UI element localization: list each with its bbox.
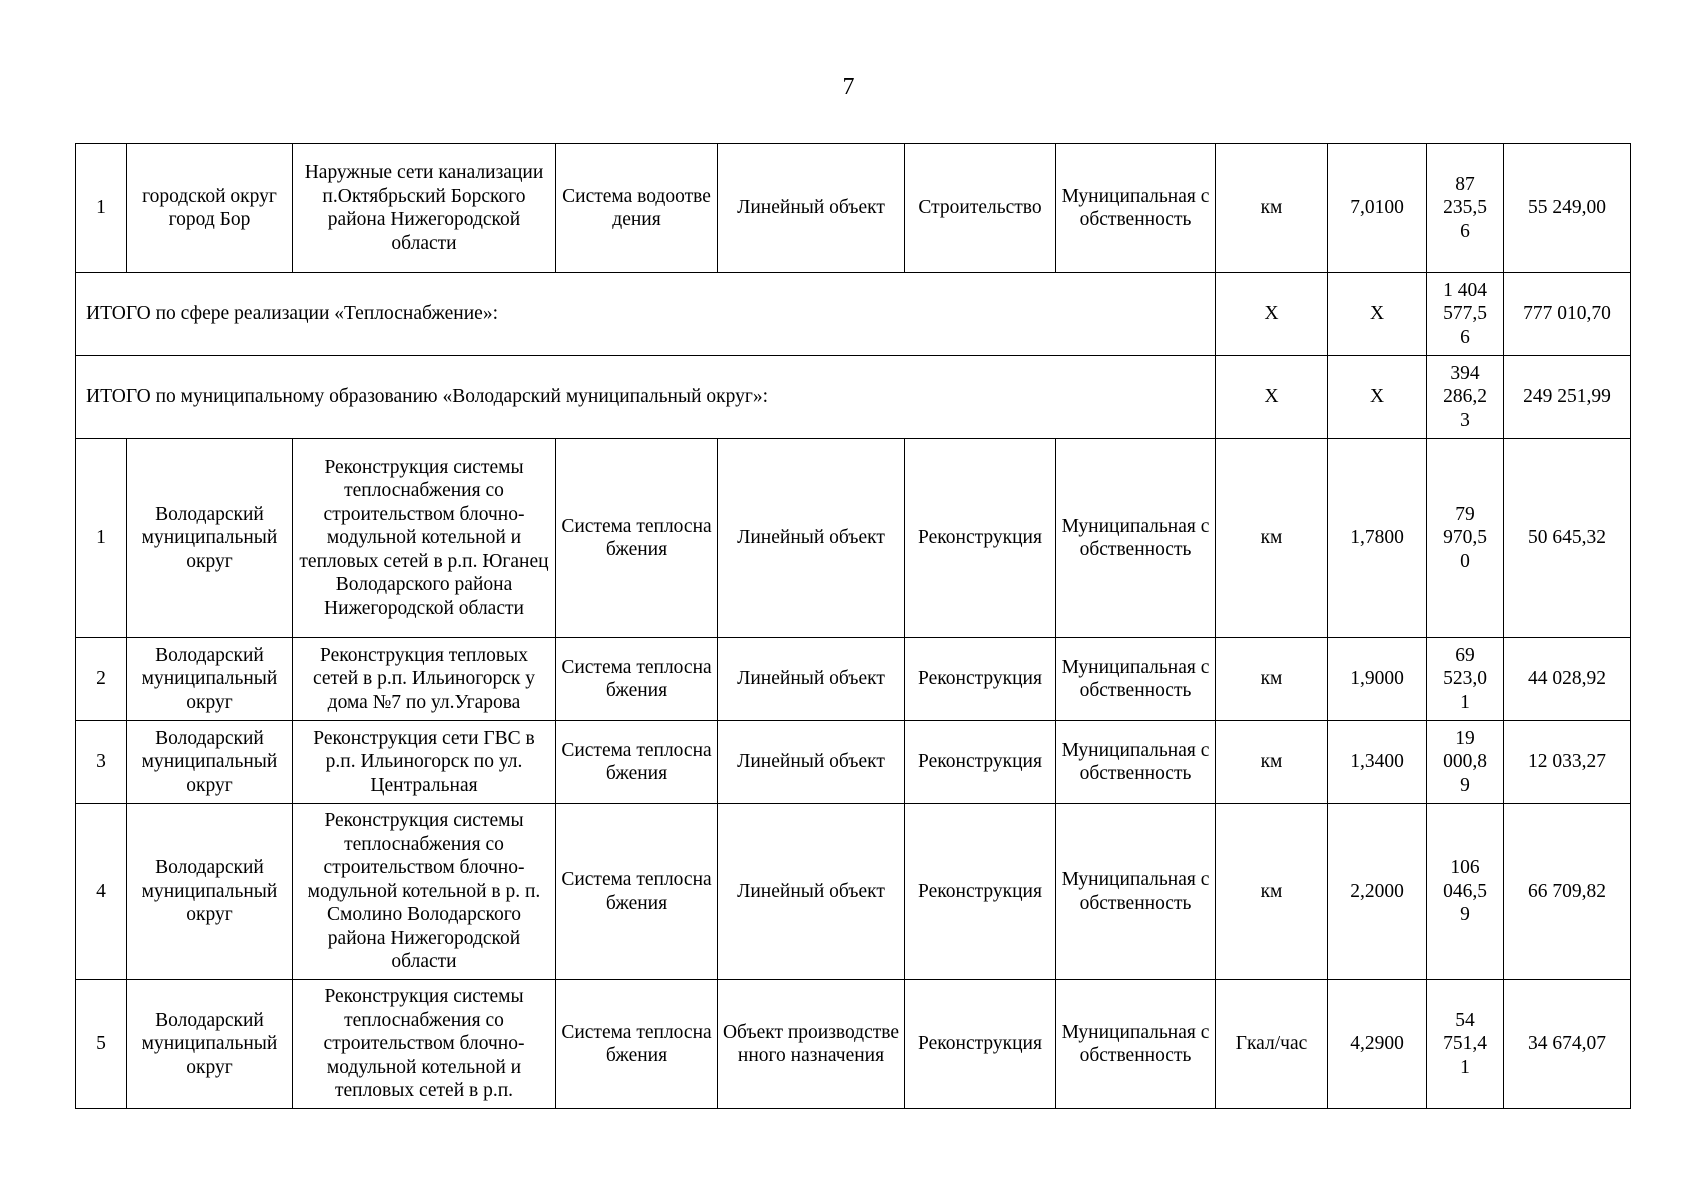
work-type-cell: Реконструкция — [905, 804, 1056, 980]
table-row — [76, 439, 1631, 638]
ownership-cell: Муниципальная собственность — [1056, 144, 1216, 273]
cost-b-cell: 55 249,00 — [1504, 144, 1631, 273]
cost-b-cell: 777 010,70 — [1504, 273, 1631, 356]
object-type-cell: Линейный объект — [718, 638, 905, 721]
municipality-cell: Володарский муниципальный округ — [127, 980, 293, 1109]
row-number: 5 — [76, 980, 127, 1109]
table-row — [76, 144, 1631, 273]
system-cell: Система теплоснабжения — [556, 721, 718, 804]
table-row — [76, 638, 1631, 721]
row-number: 1 — [76, 439, 127, 638]
investment-objects-table — [75, 143, 1631, 1109]
cost-a-cell: 19 000,8 9 — [1427, 721, 1504, 804]
unit-cell: Х — [1216, 356, 1328, 439]
capacity-cell: 4,2900 — [1328, 980, 1427, 1109]
object-type-cell: Объект производственного назначения — [718, 980, 905, 1109]
row-number: 4 — [76, 804, 127, 980]
system-cell: Система теплоснабжения — [556, 804, 718, 980]
capacity-cell: Х — [1328, 356, 1427, 439]
cost-b-cell: 249 251,99 — [1504, 356, 1631, 439]
unit-cell: км — [1216, 721, 1328, 804]
cost-b-cell: 34 674,07 — [1504, 980, 1631, 1109]
object-type-cell: Линейный объект — [718, 144, 905, 273]
table-row — [76, 721, 1631, 804]
cost-b-cell: 50 645,32 — [1504, 439, 1631, 638]
work-type-cell: Реконструкция — [905, 721, 1056, 804]
municipality-cell: Володарский муниципальный округ — [127, 638, 293, 721]
work-type-cell: Реконструкция — [905, 638, 1056, 721]
total-row — [76, 273, 1631, 356]
total-row — [76, 356, 1631, 439]
object-name-cell: Реконструкция сети ГВС в р.п. Ильиногорск по ул. Центральная — [293, 721, 556, 804]
table-row — [76, 980, 1631, 1109]
ownership-cell: Муниципальная собственность — [1056, 980, 1216, 1109]
table-row — [76, 804, 1631, 980]
work-type-cell: Строительство — [905, 144, 1056, 273]
capacity-cell: 7,0100 — [1328, 144, 1427, 273]
cost-a-cell: 1 404 577,5 6 — [1427, 273, 1504, 356]
cost-a-cell: 54 751,4 1 — [1427, 980, 1504, 1109]
object-name-cell: Реконструкция системы теплоснабжения со строительством блочно-модульной котельной и тепловых сетей в р.п. — [293, 980, 556, 1109]
ownership-cell: Муниципальная собственность — [1056, 638, 1216, 721]
object-name-cell: Реконструкция тепловых сетей в р.п. Ильиногорск у дома №7 по ул.Угарова — [293, 638, 556, 721]
capacity-cell: Х — [1328, 273, 1427, 356]
system-cell: Система теплоснабжения — [556, 439, 718, 638]
work-type-cell: Реконструкция — [905, 439, 1056, 638]
cost-a-cell: 69 523,0 1 — [1427, 638, 1504, 721]
system-cell: Система теплоснабжения — [556, 638, 718, 721]
capacity-cell: 2,2000 — [1328, 804, 1427, 980]
municipality-cell: городской округ город Бор — [127, 144, 293, 273]
object-name-cell: Наружные сети канализации п.Октябрьский Борского района Нижегородской области — [293, 144, 556, 273]
object-type-cell: Линейный объект — [718, 439, 905, 638]
work-type-cell: Реконструкция — [905, 980, 1056, 1109]
unit-cell: км — [1216, 144, 1328, 273]
cost-b-cell: 44 028,92 — [1504, 638, 1631, 721]
unit-cell: км — [1216, 804, 1328, 980]
municipality-cell: Володарский муниципальный округ — [127, 804, 293, 980]
total-label: ИТОГО по муниципальному образованию «Володарский муниципальный округ»: — [76, 356, 1216, 439]
capacity-cell: 1,7800 — [1328, 439, 1427, 638]
page-number: 7 — [842, 74, 855, 100]
cost-a-cell: 106 046,5 9 — [1427, 804, 1504, 980]
unit-cell: Гкал/час — [1216, 980, 1328, 1109]
capacity-cell: 1,9000 — [1328, 638, 1427, 721]
system-cell: Система теплоснабжения — [556, 980, 718, 1109]
ownership-cell: Муниципальная собственность — [1056, 721, 1216, 804]
cost-a-cell: 87 235,5 6 — [1427, 144, 1504, 273]
row-number: 1 — [76, 144, 127, 273]
municipality-cell: Володарский муниципальный округ — [127, 721, 293, 804]
cost-a-cell: 394 286,2 3 — [1427, 356, 1504, 439]
object-type-cell: Линейный объект — [718, 721, 905, 804]
cost-b-cell: 12 033,27 — [1504, 721, 1631, 804]
unit-cell: Х — [1216, 273, 1328, 356]
system-cell: Система водоотведения — [556, 144, 718, 273]
unit-cell: км — [1216, 439, 1328, 638]
object-type-cell: Линейный объект — [718, 804, 905, 980]
object-name-cell: Реконструкция системы теплоснабжения со строительством блочно-модульной котельной в р. п. Смолино Володарского района Нижегородской области — [293, 804, 556, 980]
capacity-cell: 1,3400 — [1328, 721, 1427, 804]
ownership-cell: Муниципальная собственность — [1056, 804, 1216, 980]
row-number: 3 — [76, 721, 127, 804]
cost-b-cell: 66 709,82 — [1504, 804, 1631, 980]
total-label: ИТОГО по сфере реализации «Теплоснабжение»: — [76, 273, 1216, 356]
row-number: 2 — [76, 638, 127, 721]
object-name-cell: Реконструкция системы теплоснабжения со строительством блочно-модульной котельной и тепловых сетей в р.п. Юганец Володарского района Нижегородской области — [293, 439, 556, 638]
cost-a-cell: 79 970,5 0 — [1427, 439, 1504, 638]
municipality-cell: Володарский муниципальный округ — [127, 439, 293, 638]
unit-cell: км — [1216, 638, 1328, 721]
ownership-cell: Муниципальная собственность — [1056, 439, 1216, 638]
